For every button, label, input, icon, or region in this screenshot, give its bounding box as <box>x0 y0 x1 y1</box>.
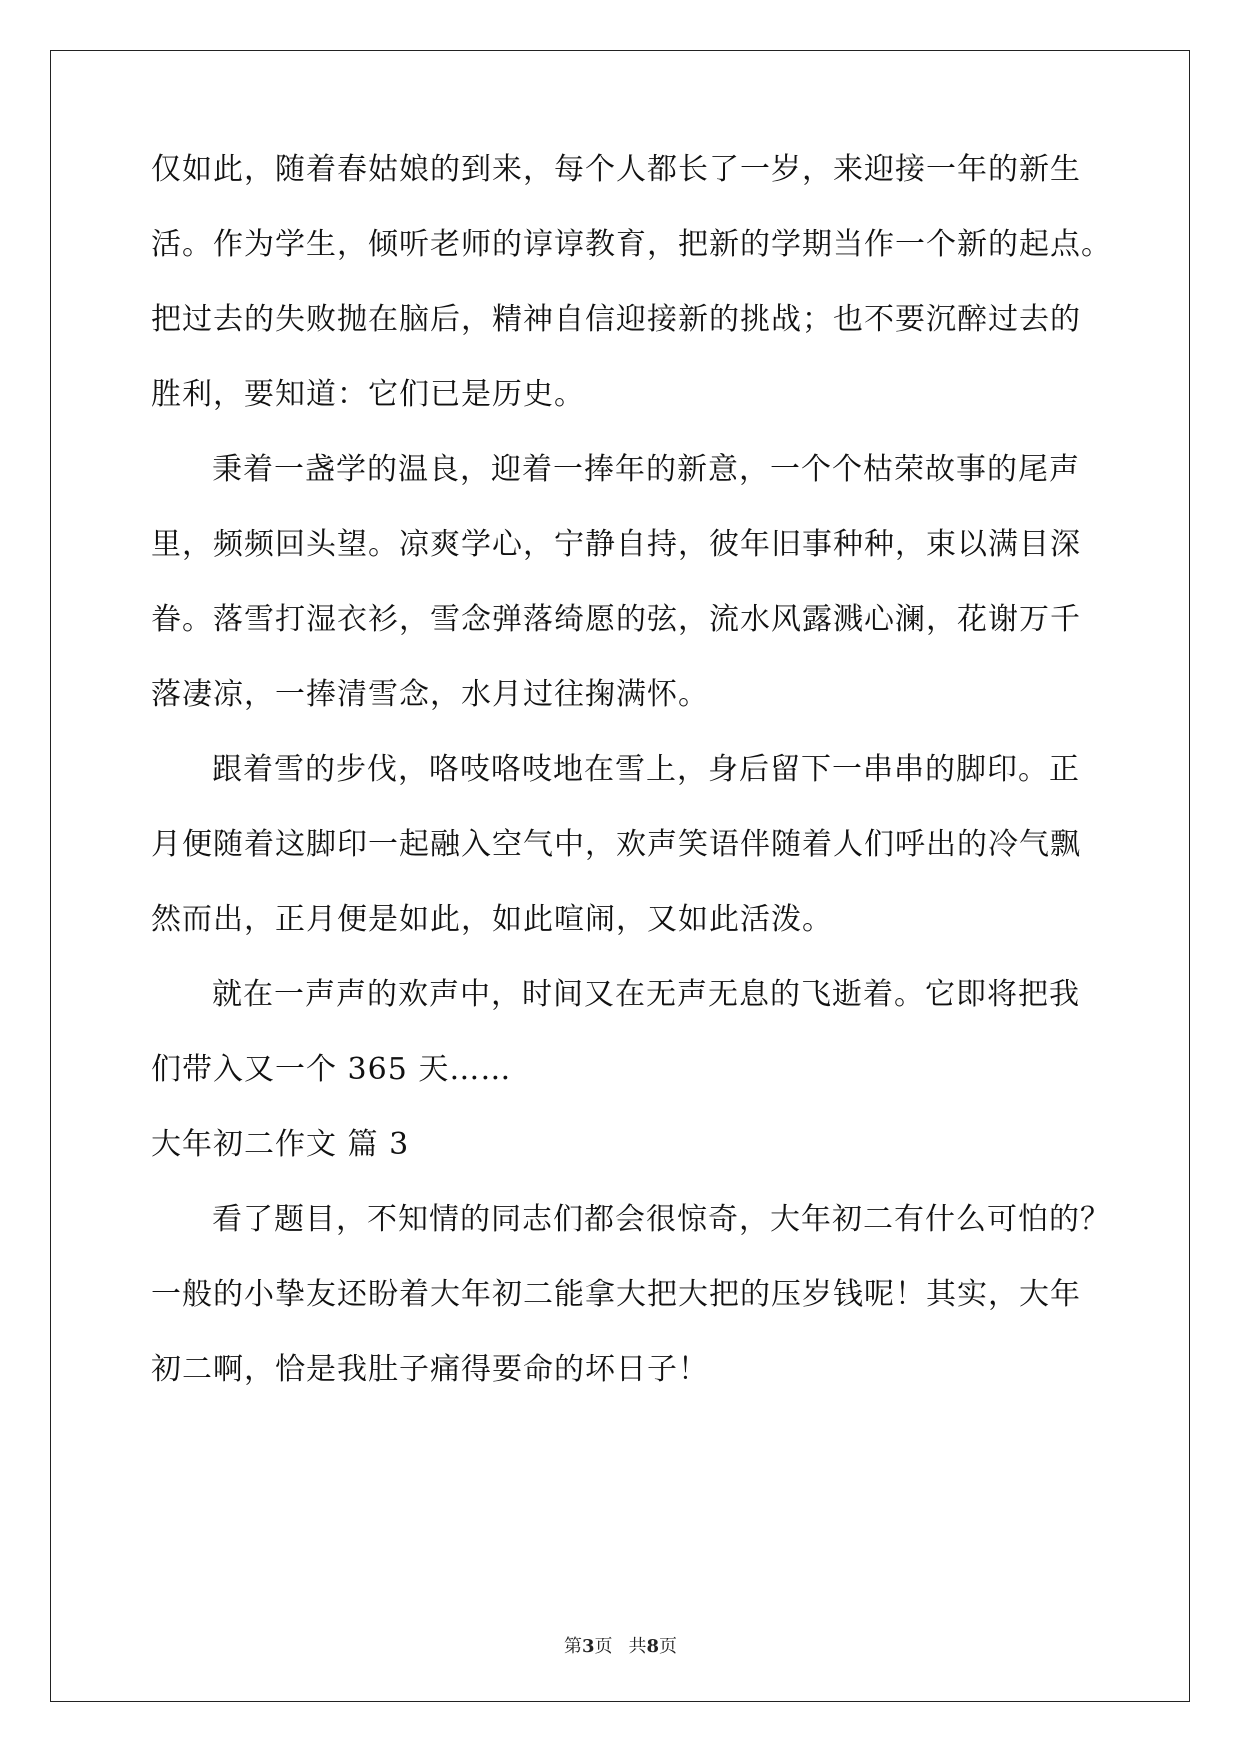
paragraph-line: 然而出，正月便是如此，如此喧闹，又如此活泼。 <box>151 902 833 937</box>
paragraph-line: 看了题目，不知情的同志们都会很惊奇，大年初二有什么可怕的？ <box>212 1202 1111 1237</box>
paragraph-line: 胜利，要知道：它们已是历史。 <box>151 377 585 412</box>
total-unit: 页 <box>659 1636 678 1657</box>
paragraph-line: 一般的小挚友还盼着大年初二能拿大把大把的压岁钱呢！其实，大年 <box>151 1277 1081 1312</box>
paragraph-line: 秉着一盏学的温良，迎着一捧年的新意，一个个枯荣故事的尾声 <box>212 452 1080 487</box>
page-unit: 页 <box>594 1636 613 1657</box>
page-footer <box>0 1636 1241 1658</box>
paragraph-line: 落凄凉，一捧清雪念，水月过往掬满怀。 <box>151 677 709 712</box>
page-prefix: 第 <box>563 1636 582 1657</box>
paragraph-line: 眷。落雪打湿衣衫，雪念弹落绮愿的弦，流水风露溅心澜，花谢万千 <box>151 602 1081 637</box>
total-pages-number: 8 <box>646 1636 660 1657</box>
current-page-number: 3 <box>581 1636 595 1657</box>
page-border <box>50 50 1190 1702</box>
paragraph-line: 们带入又一个 365 天…… <box>151 1052 512 1087</box>
paragraph-line: 活。作为学生，倾听老师的谆谆教育，把新的学期当作一个新的起点。 <box>151 227 1112 262</box>
paragraph-line: 里，频频回头望。凉爽学心，宁静自持，彼年旧事种种，束以满目深 <box>151 527 1081 562</box>
paragraph-line: 就在一声声的欢声中，时间又在无声无息的飞逝着。它即将把我 <box>212 977 1080 1012</box>
paragraph-line: 仅如此，随着春姑娘的到来，每个人都长了一岁，来迎接一年的新生 <box>151 152 1081 187</box>
section-heading: 大年初二作文 篇 3 <box>151 1127 410 1162</box>
paragraph-line: 初二啊，恰是我肚子痛得要命的坏日子！ <box>151 1352 709 1387</box>
paragraph-line: 把过去的失败抛在脑后，精神自信迎接新的挑战；也不要沉醉过去的 <box>151 302 1081 337</box>
paragraph-line: 跟着雪的步伐，咯吱咯吱地在雪上，身后留下一串串的脚印。正 <box>212 752 1080 787</box>
paragraph-line: 月便随着这脚印一起融入空气中，欢声笑语伴随着人们呼出的冷气飘 <box>151 827 1081 862</box>
total-prefix: 共 <box>628 1636 647 1657</box>
